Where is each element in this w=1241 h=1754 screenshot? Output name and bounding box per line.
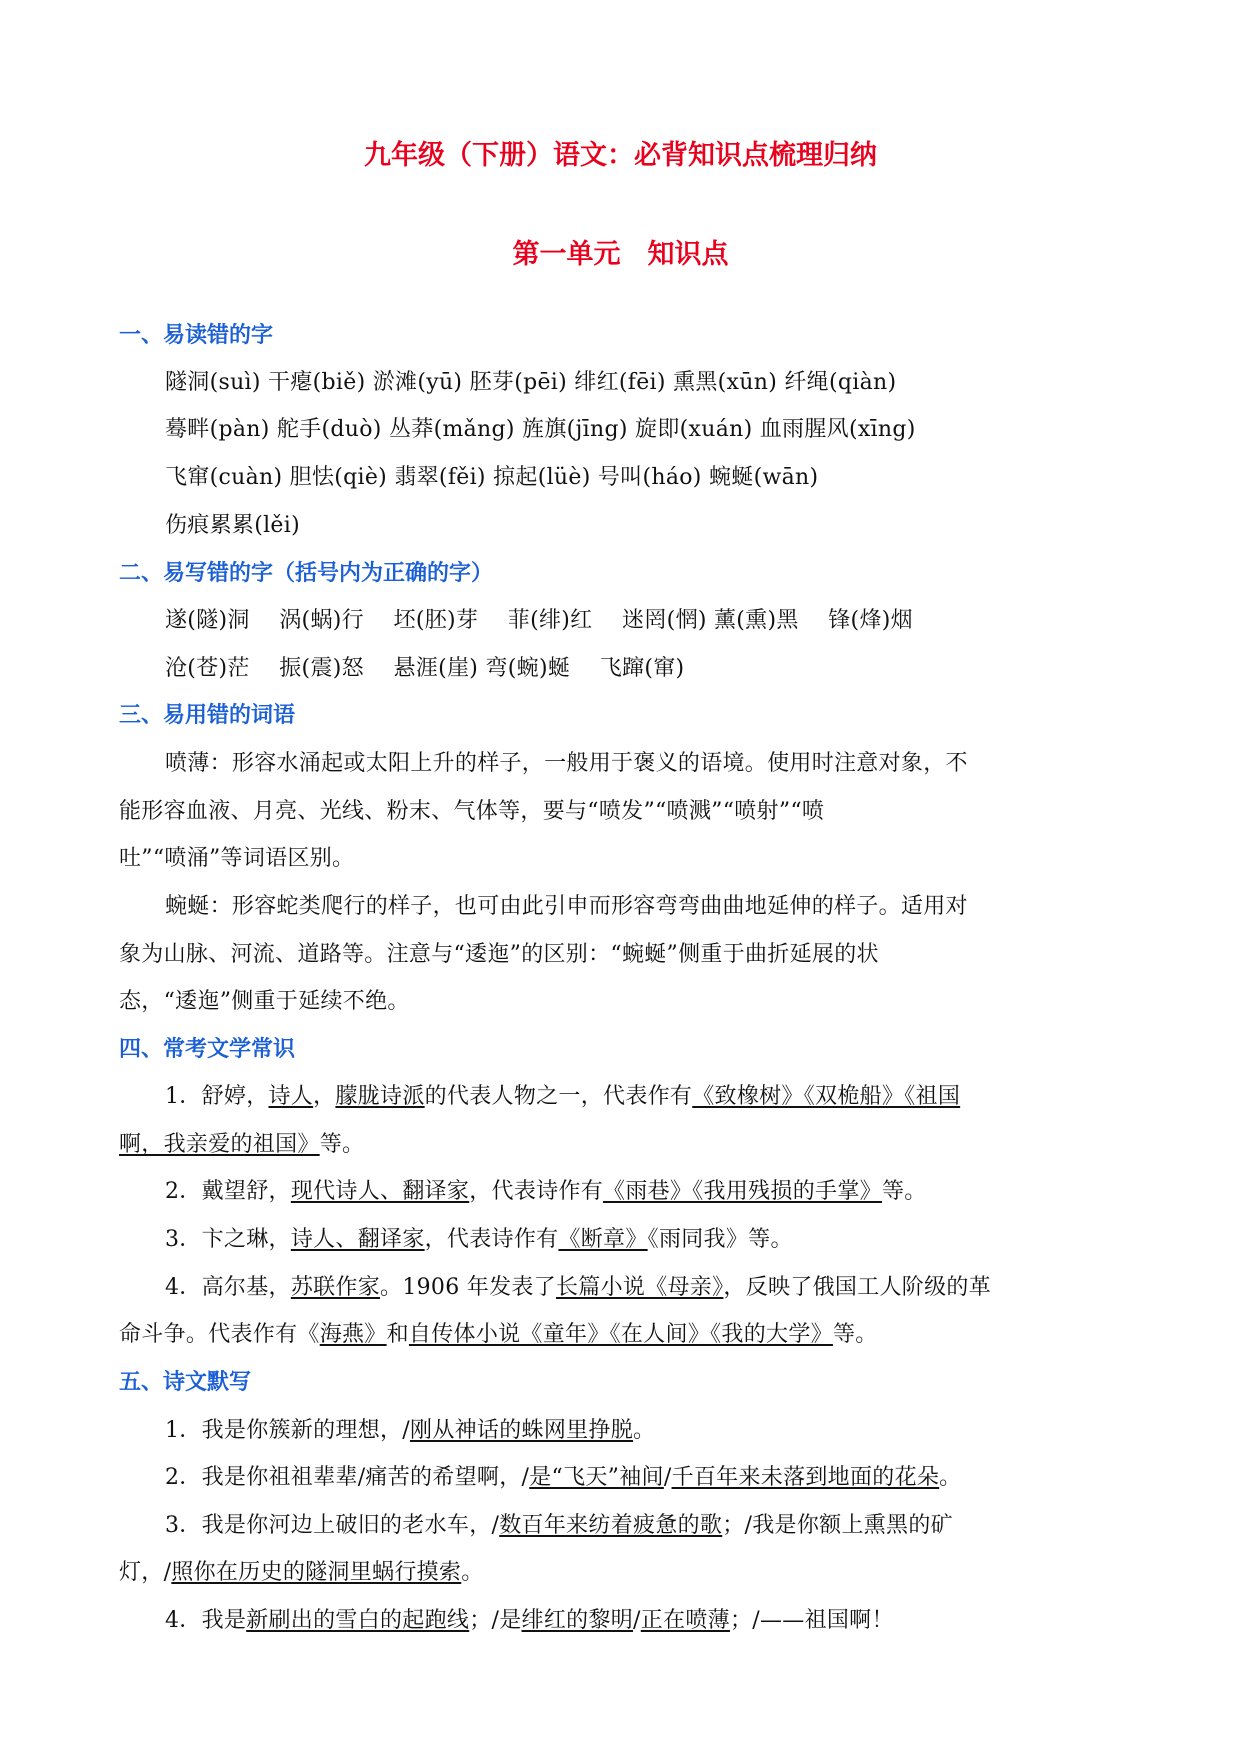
s5-item-2: 2．我是你祖祖辈辈/痛苦的希望啊，/是“飞天”袖间/千百年来未落到地面的花朵。 <box>165 1465 962 1490</box>
s1-line-4: 伤痕累累(lěi) <box>165 513 300 538</box>
s3-line-1: 喷薄：形容水涌起或太阳上升的样子，一般用于褒义的语境。使用时注意对象，不 <box>165 751 968 776</box>
s5-item-3-line-2: 灯，/照你在历史的隧洞里蜗行摸索。 <box>119 1560 484 1585</box>
section-1-heading: 一、易读错的字 <box>119 323 274 348</box>
s1-line-1: 隧洞(suì) 干瘪(biě) 淤滩(yū) 胚芽(pēi) 绯红(fēi) 熏黑(xūn) 纤绳(qiàn) <box>165 370 897 395</box>
s4-item-1-line-2: 啊，我亲爱的祖国》等。 <box>119 1132 365 1157</box>
s4-item-2: 2．戴望舒，现代诗人、翻译家，代表诗作有《雨巷》《我用残损的手掌》等。 <box>165 1179 927 1204</box>
s3-line-3: 吐”“喷涌”等词语区别。 <box>119 846 355 871</box>
s1-line-3: 飞窜(cuàn) 胆怯(qiè) 翡翠(fěi) 掠起(lüè) 号叫(háo) 蜿蜒(wān) <box>165 465 819 490</box>
s2-line-1: 遂(隧)洞 涡(蜗)行 坯(胚)芽 菲(绯)红 迷罔(惘) 薰(熏)黑 锋(烽)烟 <box>165 608 913 633</box>
page-title: 九年级（下册）语文：必背知识点梳理归纳 <box>364 140 877 171</box>
section-3-heading: 三、易用错的词语 <box>119 703 296 728</box>
s3-line-2: 能形容血液、月亮、光线、粉末、气体等，要与“喷发”“喷溅”“喷射”“喷 <box>119 799 825 824</box>
s2-line-2: 沧(苍)茫 振(震)怒 悬涯(崖) 弯(蜿)蜒 飞蹿(窜) <box>165 656 685 681</box>
section-4-heading: 四、常考文学常识 <box>119 1037 296 1062</box>
section-5-heading: 五、诗文默写 <box>119 1370 252 1395</box>
s1-line-2: 蓦畔(pàn) 舵手(duò) 丛莽(mǎng) 旌旗(jīng) 旋即(xuán) 血雨腥风(xīng) <box>165 417 916 442</box>
section-2-heading: 二、易写错的字（括号内为正确的字） <box>119 561 494 586</box>
s4-item-4-line-2: 命斗争。代表作有《海燕》和自传体小说《童年》《在人间》《我的大学》等。 <box>119 1322 878 1347</box>
s5-item-1: 1．我是你簇新的理想，/刚从神话的蛛网里挣脱。 <box>165 1418 656 1443</box>
s5-item-3-line-1: 3．我是你河边上破旧的老水车，/数百年来纺着疲惫的歌；/我是你额上熏黑的矿 <box>165 1513 953 1538</box>
s3-line-5: 象为山脉、河流、道路等。注意与“逶迤”的区别：“蜿蜒”侧重于曲折延展的状 <box>119 942 879 967</box>
unit-title: 第一单元 知识点 <box>512 239 729 270</box>
s4-item-3: 3．卞之琳，诗人、翻译家，代表诗作有《断章》《雨同我》等。 <box>165 1227 793 1252</box>
s3-line-4: 蜿蜒：形容蛇类爬行的样子，也可由此引申而形容弯弯曲曲地延伸的样子。适用对 <box>165 894 968 919</box>
s3-line-6: 态，“逶迤”侧重于延续不绝。 <box>119 989 410 1014</box>
s4-item-1-line-1: 1．舒婷，诗人，朦胧诗派的代表人物之一，代表作有《致橡树》《双桅船》《祖国 <box>165 1084 961 1109</box>
s5-item-4: 4．我是新刷出的雪白的起跑线；/是绯红的黎明/正在喷薄；/——祖国啊！ <box>165 1608 894 1633</box>
s4-item-4-line-1: 4．高尔基，苏联作家。1906 年发表了长篇小说《母亲》，反映了俄国工人阶级的革 <box>165 1275 992 1300</box>
